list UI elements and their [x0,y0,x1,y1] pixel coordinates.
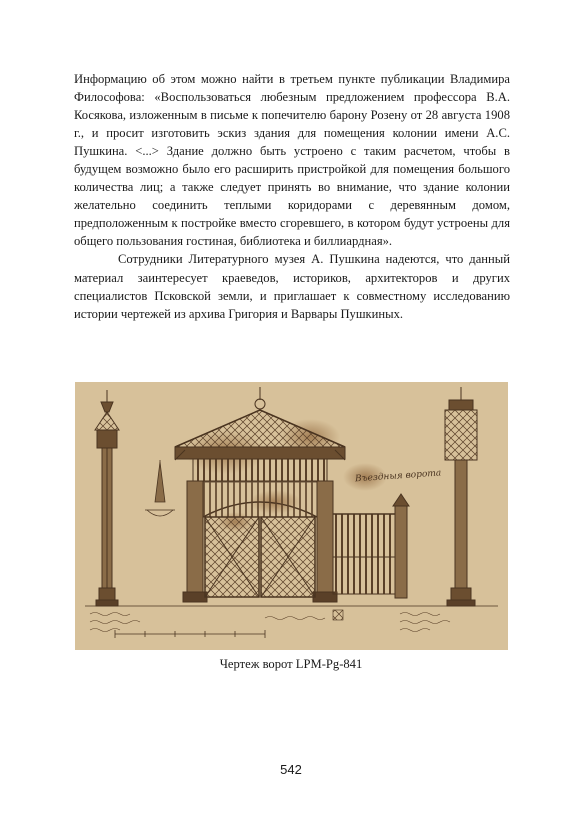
paragraph-2: Сотрудники Литературного музея А. Пушкина надеются, что данный материал заинтересует краеведов, историков, архитекторов и других специалистов Псковской земли, и приглашает к совместному исследованию истории чертежей из архива Григория и Варвары Пушкиных. [74,252,510,321]
drawing-label: Въездныя ворота [354,468,442,485]
gate-drawing-figure [75,382,508,650]
page-number: 542 [280,762,302,777]
figure-caption: Чертеж ворот LPM-Pg-841 [219,657,363,671]
body-text [74,70,510,323]
detail-square [333,610,343,620]
paragraph-1: Информацию об этом можно найти в третьем пункте публикации Владимира Философова: «Воспользоваться любезным предложением профессора В.А. Косякова, изложенным в письме к попечителю барону Розену от 28 августа 1908 г., и просит изготовить эскиз здания для помещения колонии имени А.С. Пушкина. <...> Здание должно быть устроено с таким расчетом, чтобы в будущем возможно было его расширить пристройкой для помещения большого количества лиц; а также следует принять во внимание, что здание колонии желательно соединить теплыми коридорами с деревянным домом, предположенным к постройке вместо сгоревшего, в котором будут устроены для общего пользования гостиная, библиотека и биллиардная». [74,72,510,249]
gate-drawing-image [75,382,508,650]
